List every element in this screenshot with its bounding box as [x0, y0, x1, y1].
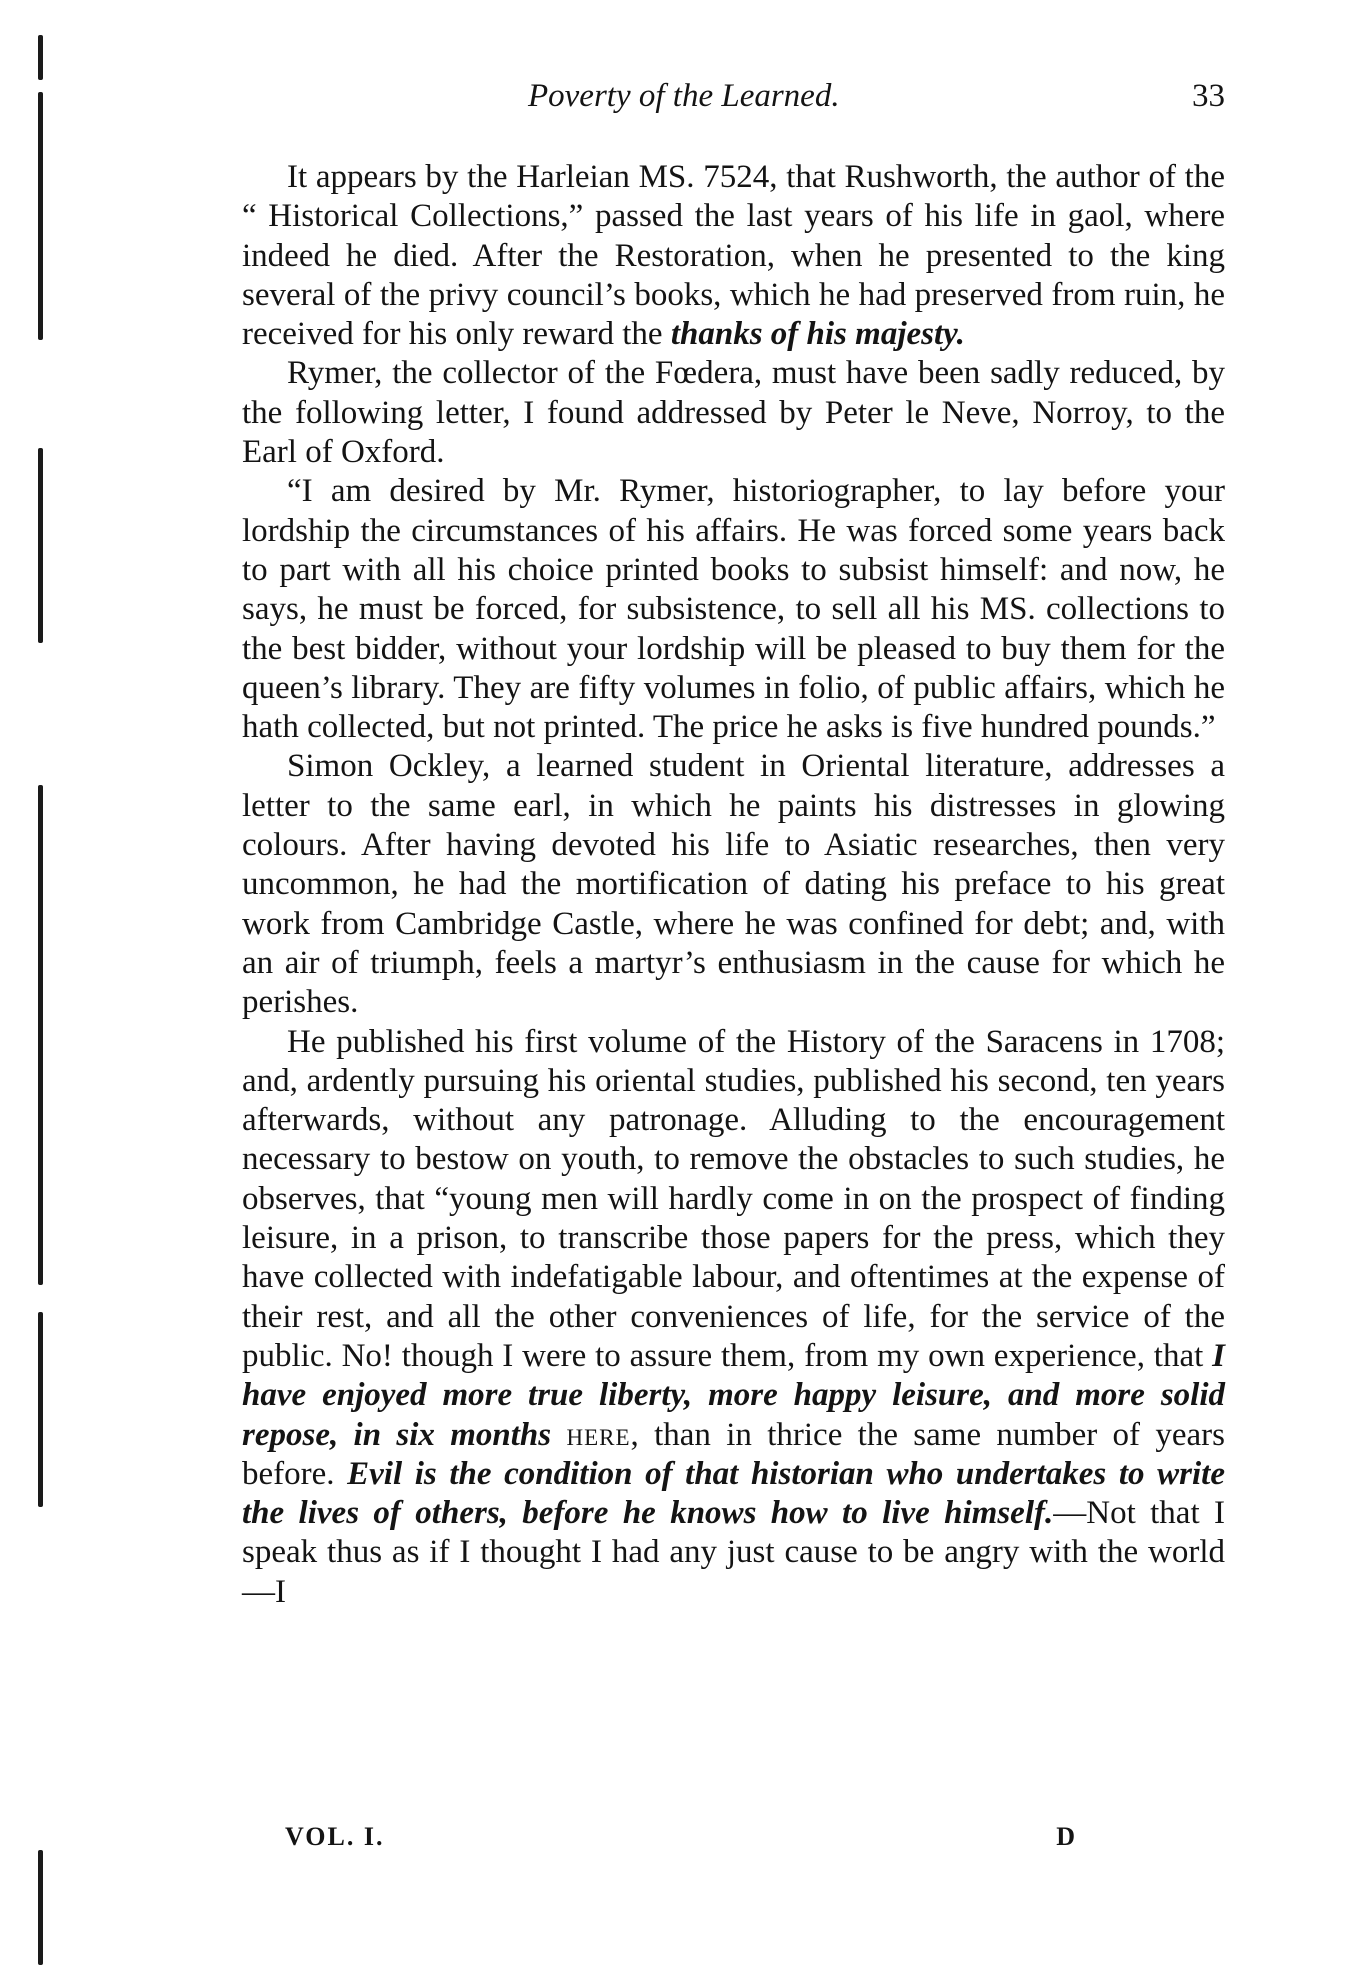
gutter-shadow	[38, 448, 43, 643]
italic-run: thanks of his majesty.	[670, 316, 965, 353]
text-run: Simon Ockley, a learned student in Oriental literature, addresses a letter to the same earl, in which he paints his distresses in glowing colours. After having devoted his life to Asiatic researches, then very uncommon, he had the mortification of dating his preface to his great work from Cambridge Castle, where he was confined for debt; and, with an air of triumph, feels a martyr’s enthusiasm in the cause for which he perishes.	[242, 748, 1225, 1021]
smallcaps-run: here	[566, 1416, 631, 1453]
page-number: 33	[1192, 78, 1225, 114]
text-run: It appears by the Harleian MS. 7524, that Rushworth, the author of the “ Historical Collections,” passed the last years of his life in gaol, where indeed he died. After the Restoration, when he presented to the king several of the privy council’s books, which he had preserved from ruin, he received for his only reward the	[242, 159, 1225, 353]
gutter-shadow	[38, 35, 43, 80]
text-run: , than in thrice the same number of years before.	[242, 1416, 1225, 1492]
page-footer	[285, 1822, 1075, 1862]
text-run	[551, 1417, 566, 1453]
gutter-shadow	[38, 1850, 43, 1965]
body-text	[242, 158, 1225, 1612]
running-head	[240, 78, 1225, 126]
paragraph	[242, 472, 1225, 747]
italic-run: I have enjoyed more true liberty, more happy leisure, and more solid repose, in six months	[242, 1337, 1225, 1453]
text-run: —Not that I speak thus as if I thought I had any just cause to be angry with the world—I	[242, 1495, 1225, 1610]
text-run: Rymer, the collector of the Fœdera, must have been sadly reduced, by the following letter, I found addressed by Peter le Neve, Norroy, to the Earl of Oxford.	[242, 355, 1225, 471]
text-run: He published his first volume of the History of the Saracens in 1708; and, ardently pursuing his oriental studies, published his second, ten years afterwards, without any patronage. Alluding to the encouragement necessary to bestow on youth, to remove the obstacles to such studies, he observes, that “young men will hardly come in on the prospect of finding leisure, in a prison, to transcribe those papers for the press, which they have collected with indefatigable labour, and oftentimes at the expense of their rest, and all the other conveniences of life, for the service of the public. No! though I were to assure them, from my own experience, that	[242, 1023, 1225, 1374]
volume-mark: VOL. I.	[285, 1822, 385, 1851]
running-title: Poverty of the Learned.	[528, 78, 840, 114]
signature-mark: D	[1056, 1822, 1075, 1851]
paragraph	[242, 747, 1225, 1022]
paragraph	[242, 354, 1225, 472]
italic-run: Evil is the condition of that historian who undertakes to write the lives of others, before he knows how to live himself.	[242, 1455, 1225, 1532]
paragraph	[242, 158, 1225, 354]
gutter-shadow	[38, 1312, 43, 1507]
gutter-shadow	[38, 785, 43, 1285]
gutter-shadow	[38, 92, 43, 340]
text-run: “I am desired by Mr. Rymer, historiographer, to lay before your lordship the circumstances of his affairs. He was forced some years back to part with all his choice printed books to subsist himself: and now, he says, he must be forced, for subsistence, to sell all his MS. collections to the best bidder, without your lordship will be pleased to buy them for the queen’s library. They are fifty volumes in folio, of public affairs, which he hath collected, but not printed. The price he asks is five hundred pounds.”	[242, 473, 1225, 746]
paragraph	[242, 1023, 1225, 1612]
